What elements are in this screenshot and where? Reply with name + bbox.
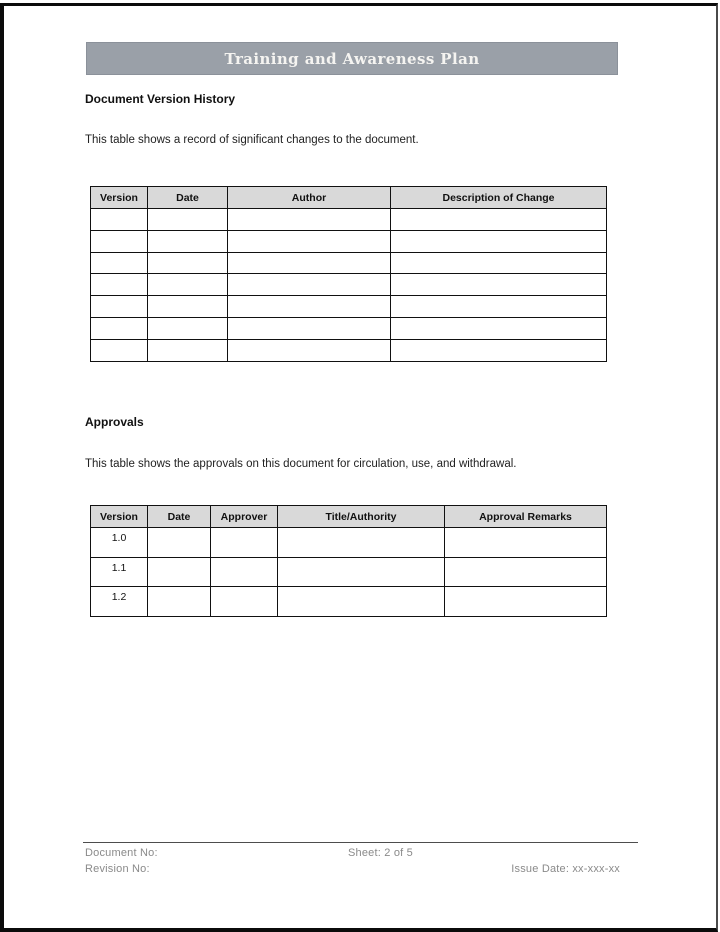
version-cell: [91, 339, 148, 361]
document-no-label: Document No:: [85, 847, 158, 859]
version-cell: [91, 230, 148, 252]
date-cell: [148, 209, 228, 231]
table-row: [91, 587, 607, 617]
column-header-approver: Approver: [211, 506, 278, 528]
title-authority-cell: [278, 587, 445, 617]
table-row: [91, 296, 607, 318]
description-cell: [391, 339, 607, 361]
date-cell: [148, 274, 228, 296]
author-cell: [228, 252, 391, 274]
author-cell: [228, 339, 391, 361]
author-cell: [228, 296, 391, 318]
table-row: [91, 209, 607, 231]
version-cell: [91, 296, 148, 318]
version-history-header-row: [91, 187, 607, 209]
title-authority-cell: [278, 557, 445, 587]
date-cell: [148, 339, 228, 361]
column-header-approval-remarks: Approval Remarks: [445, 506, 607, 528]
approval-remarks-cell: [445, 528, 607, 558]
version-cell: [91, 252, 148, 274]
approvals-table: [90, 505, 607, 617]
date-cell: [148, 296, 228, 318]
version-cell: [91, 317, 148, 339]
date-cell: [148, 587, 211, 617]
version-cell: 1.0: [91, 528, 148, 558]
approver-cell: [211, 557, 278, 587]
column-header-author: Author: [228, 187, 391, 209]
table-row: [91, 557, 607, 587]
approval-remarks-cell: [445, 587, 607, 617]
column-header-date: Date: [148, 506, 211, 528]
version-cell: 1.2: [91, 587, 148, 617]
author-cell: [228, 209, 391, 231]
column-header-version: Version: [91, 187, 148, 209]
author-cell: [228, 274, 391, 296]
column-header-date: Date: [148, 187, 228, 209]
approvals-heading: Approvals: [85, 415, 144, 429]
table-row: [91, 274, 607, 296]
date-cell: [148, 317, 228, 339]
approval-remarks-cell: [445, 557, 607, 587]
version-history-description: This table shows a record of significant changes to the document.: [85, 134, 419, 146]
version-cell: [91, 274, 148, 296]
table-row: [91, 252, 607, 274]
description-cell: [391, 317, 607, 339]
table-row: [91, 339, 607, 361]
version-history-heading: Document Version History: [85, 92, 236, 106]
date-cell: [148, 557, 211, 587]
description-cell: [391, 230, 607, 252]
version-history-table: [90, 186, 607, 362]
issue-date-label: Issue Date: xx-xxx-xx: [511, 863, 620, 875]
table-row: [91, 528, 607, 558]
sheet-number-label: Sheet: 2 of 5: [348, 847, 413, 859]
approver-cell: [211, 528, 278, 558]
author-cell: [228, 317, 391, 339]
version-cell: 1.1: [91, 557, 148, 587]
date-cell: [148, 528, 211, 558]
version-cell: [91, 209, 148, 231]
description-cell: [391, 252, 607, 274]
description-cell: [391, 209, 607, 231]
approver-cell: [211, 587, 278, 617]
approvals-description: This table shows the approvals on this document for circulation, use, and withdrawal.: [85, 458, 517, 470]
page-title: Training and Awareness Plan: [224, 49, 480, 68]
column-header-version: Version: [91, 506, 148, 528]
column-header-title-authority: Title/Authority: [278, 506, 445, 528]
description-cell: [391, 274, 607, 296]
title-authority-cell: [278, 528, 445, 558]
document-title-banner: [86, 42, 618, 75]
date-cell: [148, 252, 228, 274]
description-cell: [391, 296, 607, 318]
revision-no-label: Revision No:: [85, 863, 150, 875]
table-row: [91, 317, 607, 339]
approvals-header-row: [91, 506, 607, 528]
date-cell: [148, 230, 228, 252]
author-cell: [228, 230, 391, 252]
table-row: [91, 230, 607, 252]
footer-divider: [83, 842, 638, 843]
column-header-description: Description of Change: [391, 187, 607, 209]
